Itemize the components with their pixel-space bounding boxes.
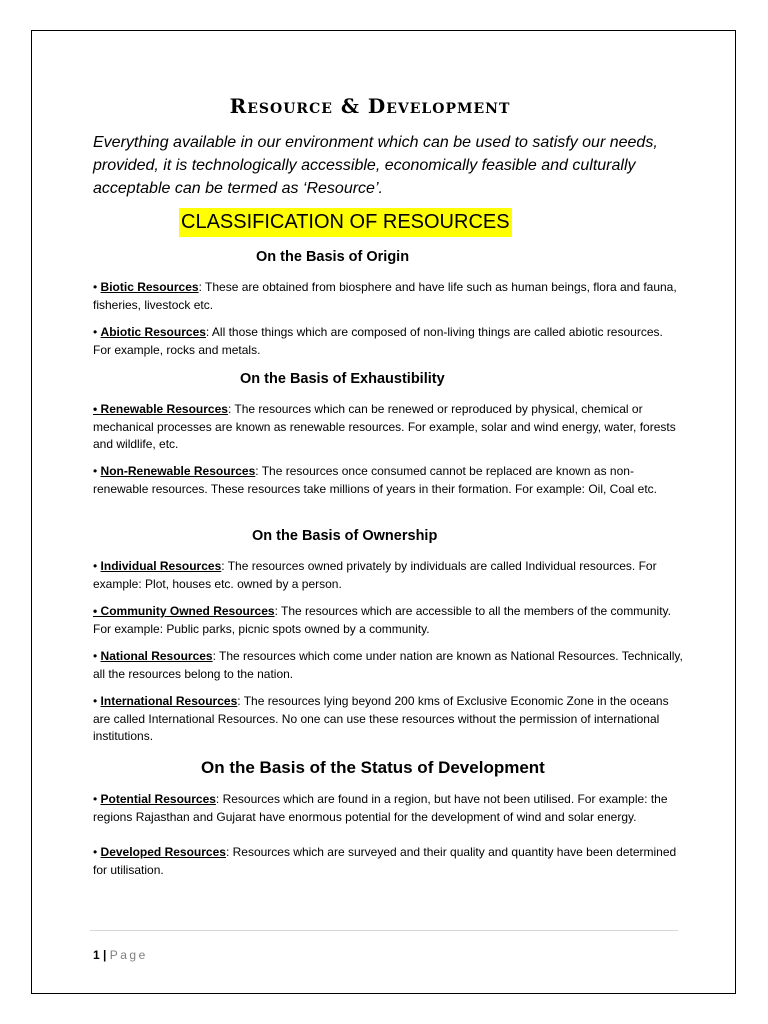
desc-individual: : The resources owned privately by individuals are called Individual resources. For example: Plot, houses etc. owned by a person. bbox=[93, 559, 657, 591]
desc-developed: : Resources which are surveyed and their quality and quantity have been determined for utilisation. bbox=[93, 845, 677, 877]
entry-community bbox=[93, 603, 683, 638]
term-biotic: Biotic Resources bbox=[100, 280, 199, 294]
entry-potential bbox=[93, 791, 683, 826]
bullet: • bbox=[93, 792, 101, 806]
heading-exhaustibility: On the Basis of Exhaustibility bbox=[240, 371, 445, 387]
term-abiotic: Abiotic Resources bbox=[100, 325, 206, 339]
bullet: • bbox=[93, 464, 101, 478]
term-community: • Community Owned Resources bbox=[93, 604, 275, 618]
page-label: Page bbox=[109, 948, 148, 962]
page-number: 1 bbox=[93, 948, 100, 962]
term-international: International Resources bbox=[100, 694, 238, 708]
desc-abiotic: : All those things which are composed of non-living things are called abiotic resources. For example, rocks and metals. bbox=[93, 325, 663, 357]
page-separator: | bbox=[99, 948, 110, 962]
heading-origin: On the Basis of Origin bbox=[256, 249, 410, 265]
classification-heading: CLASSIFICATION OF RESOURCES bbox=[179, 208, 512, 237]
term-non-renewable: Non-Renewable Resources bbox=[100, 464, 256, 478]
entry-individual bbox=[93, 558, 683, 593]
entry-abiotic bbox=[93, 324, 683, 359]
page-footer bbox=[93, 948, 148, 962]
desc-renewable: : The resources which can be renewed or reproduced by physical, chemical or mechanical processes are known as renewable resources. For example, solar and wind energy, water, forests and wildlife, etc. bbox=[93, 402, 676, 451]
entry-international bbox=[93, 693, 683, 746]
term-developed: Developed Resources bbox=[100, 845, 226, 859]
desc-biotic: : These are obtained from biosphere and have life such as human beings, flora and fauna, fisheries, livestock etc. bbox=[93, 280, 677, 312]
document-title: Resource & Development bbox=[229, 94, 511, 118]
desc-international: : The resources lying beyond 200 kms of Exclusive Economic Zone in the oceans are called International Resources. No one can use these resources without the permission of international institutions. bbox=[93, 694, 669, 743]
bullet: • bbox=[93, 559, 101, 573]
bullet: • bbox=[93, 280, 101, 294]
heading-development: On the Basis of the Status of Development bbox=[201, 758, 545, 777]
entry-national bbox=[93, 648, 683, 683]
entry-biotic bbox=[93, 279, 683, 314]
term-potential: Potential Resources bbox=[100, 792, 216, 806]
footer-divider bbox=[90, 930, 678, 931]
term-individual: Individual Resources bbox=[100, 559, 222, 573]
bullet: • bbox=[93, 325, 101, 339]
entry-non-renewable bbox=[93, 463, 683, 498]
bullet: • bbox=[93, 845, 101, 859]
desc-non-renewable: : The resources once consumed cannot be replaced are known as non-renewable resources. These resources take millions of years in their formation. For example: Oil, Coal etc. bbox=[93, 464, 658, 496]
desc-community: : The resources which are accessible to all the members of the community. For example: Public parks, picnic spots owned by a community. bbox=[93, 604, 671, 636]
bullet: • bbox=[93, 649, 101, 663]
term-renewable: • Renewable Resources bbox=[93, 402, 228, 416]
bullet: • bbox=[93, 694, 101, 708]
entry-developed bbox=[93, 844, 683, 879]
desc-potential: : Resources which are found in a region, but have not been utilised. For example: the regions Rajasthan and Gujarat have enormous potential for the development of wind and solar energy. bbox=[93, 792, 668, 824]
term-national: National Resources bbox=[100, 649, 213, 663]
intro-paragraph: Everything available in our environment which can be used to satisfy our needs, provided, it is technologically accessible, economically feasible and culturally acceptable can be termed as ‘Resource’. bbox=[93, 134, 658, 197]
entry-renewable bbox=[93, 401, 683, 454]
desc-national: : The resources which come under nation are known as National Resources. Technically, all the resources belong to the nation. bbox=[93, 649, 683, 681]
heading-ownership: On the Basis of Ownership bbox=[252, 528, 438, 544]
